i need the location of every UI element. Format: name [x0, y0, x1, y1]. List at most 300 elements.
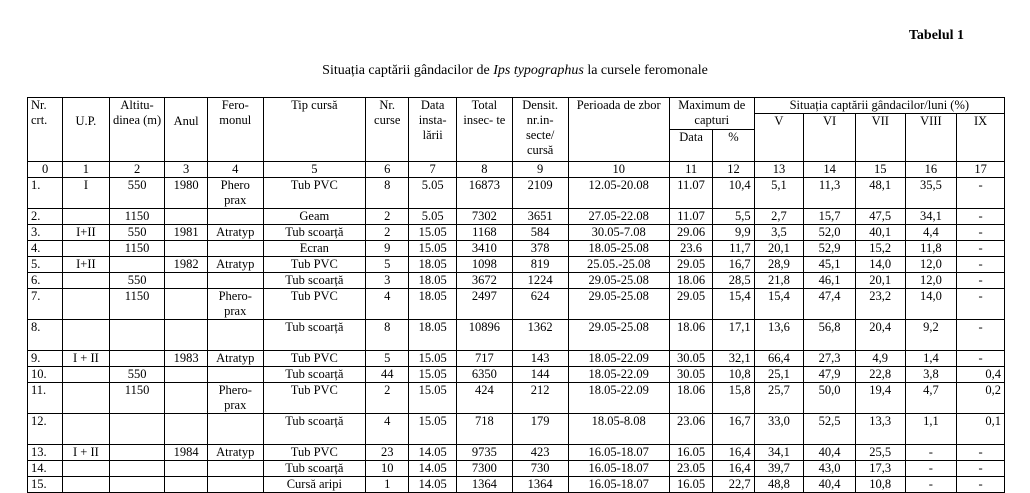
table-cell: 4 [366, 289, 409, 320]
table-cell: - [905, 461, 957, 477]
table-cell: 18.05-22.09 [568, 383, 669, 414]
table-cell: 1224 [512, 273, 568, 289]
table-cell: 18.05-25.08 [568, 241, 669, 257]
header-monthly-capture: Situația captării gândacilor/luni (%) [754, 98, 1004, 114]
table-cell: 3. [28, 225, 63, 241]
table-cell: 14,0 [905, 289, 957, 320]
table-cell: 32,1 [713, 351, 754, 367]
table-cell: 10,4 [713, 178, 754, 209]
table-cell [165, 320, 207, 351]
table-cell: 1. [28, 178, 63, 209]
table-cell: 11,3 [804, 178, 856, 209]
column-number: 10 [568, 162, 669, 178]
table-cell: 48,1 [855, 178, 905, 209]
table-cell: 16.05-18.07 [568, 461, 669, 477]
table-cell: 624 [512, 289, 568, 320]
table-cell: 43,0 [804, 461, 856, 477]
table-cell: 16.05-18.07 [568, 477, 669, 493]
header-month: V [754, 114, 804, 162]
table-cell: 2 [366, 225, 409, 241]
column-number: 14 [804, 162, 856, 178]
table-cell: 1981 [165, 225, 207, 241]
table-cell: 15,4 [713, 289, 754, 320]
table-cell: 2 [366, 209, 409, 225]
table-cell: Tub scoarță [263, 367, 365, 383]
table-cell: 14.05 [409, 477, 457, 493]
table-cell: I + II [63, 351, 110, 367]
table-cell: - [957, 461, 1005, 477]
table-cell: 18.05 [409, 273, 457, 289]
table-cell: 47,5 [855, 209, 905, 225]
table-cell: 16873 [456, 178, 512, 209]
table-cell: 4 [366, 414, 409, 445]
column-number: 9 [512, 162, 568, 178]
table-cell [109, 461, 165, 477]
table-cell: 23 [366, 445, 409, 461]
table-cell: 15.05 [409, 383, 457, 414]
table-cell: 30.05 [669, 351, 712, 367]
table-cell: 1168 [456, 225, 512, 241]
table-cell [63, 414, 110, 445]
table-cell: 16.05 [669, 477, 712, 493]
table-cell: 378 [512, 241, 568, 257]
table-cell [109, 257, 165, 273]
table-cell: 45,1 [804, 257, 856, 273]
table-cell: 12. [28, 414, 63, 445]
column-number: 4 [207, 162, 263, 178]
table-cell [207, 273, 263, 289]
table-cell: 4. [28, 241, 63, 257]
table-cell: 3651 [512, 209, 568, 225]
table-row [28, 477, 1005, 493]
table-cell: 35,5 [905, 178, 957, 209]
table-cell: Phero- prax [207, 383, 263, 414]
column-number: 7 [409, 162, 457, 178]
table-cell: 5.05 [409, 178, 457, 209]
table-cell: Cursă aripi [263, 477, 365, 493]
table-cell: - [957, 320, 1005, 351]
table-cell [63, 383, 110, 414]
header-pheromone: Fero- monul [207, 98, 263, 162]
header-month: VI [804, 114, 856, 162]
capture-table [27, 97, 1005, 493]
table-cell: 9,2 [905, 320, 957, 351]
table-cell: Atratyp [207, 351, 263, 367]
table-cell: 18.06 [669, 383, 712, 414]
table-cell: Tub PVC [263, 289, 365, 320]
table-label: Tabelul 1 [908, 28, 964, 43]
table-cell: 424 [456, 383, 512, 414]
table-cell: 30.05-7.08 [568, 225, 669, 241]
table-row [28, 461, 1005, 477]
column-number: 3 [165, 162, 207, 178]
table-cell: - [957, 257, 1005, 273]
table-cell [165, 383, 207, 414]
table-cell: 9,9 [713, 225, 754, 241]
table-cell: Phero prax [207, 178, 263, 209]
table-cell: 20,1 [855, 273, 905, 289]
table-cell [165, 477, 207, 493]
table-cell: 29.05-25.08 [568, 289, 669, 320]
table-cell: 15,2 [855, 241, 905, 257]
caption-text-post: la cursele feromonale [583, 63, 708, 78]
table-cell: Tub PVC [263, 178, 365, 209]
table-cell: 9 [366, 241, 409, 257]
table-cell: 18.05 [409, 257, 457, 273]
table-cell: 12,0 [905, 257, 957, 273]
table-cell: 17,3 [855, 461, 905, 477]
table-cell: Atratyp [207, 257, 263, 273]
table-cell [63, 461, 110, 477]
table-row [28, 289, 1005, 320]
table-cell: 39,7 [754, 461, 804, 477]
table-cell: - [957, 225, 1005, 241]
table-cell [109, 351, 165, 367]
header-trap-type: Tip cursă [263, 98, 365, 162]
table-row [28, 320, 1005, 351]
table-cell: 9. [28, 351, 63, 367]
table-cell: Tub scoarță [263, 225, 365, 241]
table-cell [165, 209, 207, 225]
table-cell: 1364 [456, 477, 512, 493]
table-cell [63, 241, 110, 257]
table-cell: 10896 [456, 320, 512, 351]
column-number: 15 [855, 162, 905, 178]
table-cell: 18.06 [669, 273, 712, 289]
table-cell: 18.05-22.09 [568, 367, 669, 383]
table-cell: 0,4 [957, 367, 1005, 383]
table-cell: 7. [28, 289, 63, 320]
table-row [28, 445, 1005, 461]
table-cell: 15,4 [754, 289, 804, 320]
header-month: VIII [905, 114, 957, 162]
table-cell: 28,9 [754, 257, 804, 273]
table-cell: - [905, 477, 957, 493]
table-cell: 11,7 [713, 241, 754, 257]
table-row [28, 273, 1005, 289]
table-cell [165, 289, 207, 320]
table-cell [207, 367, 263, 383]
table-cell [109, 414, 165, 445]
table-cell: 550 [109, 225, 165, 241]
table-cell: 52,9 [804, 241, 856, 257]
table-cell: 25,7 [754, 383, 804, 414]
header-month: VII [855, 114, 905, 162]
table-cell: - [957, 241, 1005, 257]
table-cell [165, 273, 207, 289]
table-cell: 8 [366, 178, 409, 209]
table-cell [63, 273, 110, 289]
table-cell: 14,0 [855, 257, 905, 273]
table-cell: Tub scoarță [263, 461, 365, 477]
table-cell: - [957, 273, 1005, 289]
table-cell: 550 [109, 273, 165, 289]
table-cell: 2109 [512, 178, 568, 209]
column-number: 2 [109, 162, 165, 178]
table-cell: 718 [456, 414, 512, 445]
table-cell [165, 461, 207, 477]
table-cell: 23.6 [669, 241, 712, 257]
header-trap-count: Nr. curse [366, 98, 409, 162]
header-install-date: Data insta- lării [409, 98, 457, 162]
table-cell: - [957, 445, 1005, 461]
column-number: 6 [366, 162, 409, 178]
table-cell: 23.05 [669, 461, 712, 477]
table-row [28, 225, 1005, 241]
table-cell: I+II [63, 225, 110, 241]
table-cell: 29.05-25.08 [568, 320, 669, 351]
table-cell: 23,2 [855, 289, 905, 320]
table-cell: 8. [28, 320, 63, 351]
table-cell [63, 320, 110, 351]
table-cell: 27,3 [804, 351, 856, 367]
table-cell: Tub PVC [263, 351, 365, 367]
table-cell: 6350 [456, 367, 512, 383]
table-cell: 143 [512, 351, 568, 367]
table-cell: 18.05 [409, 289, 457, 320]
table-cell: 4,4 [905, 225, 957, 241]
table-cell: 7300 [456, 461, 512, 477]
table-cell: Tub scoarță [263, 273, 365, 289]
table-cell: 14. [28, 461, 63, 477]
table-cell: 18.06 [669, 320, 712, 351]
table-cell: 717 [456, 351, 512, 367]
table-cell [165, 241, 207, 257]
table-cell: 4,9 [855, 351, 905, 367]
table-cell: 1150 [109, 289, 165, 320]
table-cell: 16.05 [669, 445, 712, 461]
table-cell: Tub PVC [263, 257, 365, 273]
header-max-date: Data [669, 130, 712, 162]
column-number: 12 [713, 162, 754, 178]
table-cell: 19,4 [855, 383, 905, 414]
table-cell: 5 [366, 257, 409, 273]
table-row [28, 178, 1005, 209]
table-cell: 16,4 [713, 445, 754, 461]
table-cell: 1150 [109, 383, 165, 414]
table-cell: 18.05-22.09 [568, 351, 669, 367]
table-cell: 550 [109, 367, 165, 383]
table-cell: Atratyp [207, 225, 263, 241]
table-caption [0, 63, 1030, 79]
table-cell: 47,4 [804, 289, 856, 320]
table-cell [207, 414, 263, 445]
table-cell: Phero- prax [207, 289, 263, 320]
table-cell: 25,5 [855, 445, 905, 461]
caption-species: Ips typographus [493, 63, 584, 78]
table-cell: 11,8 [905, 241, 957, 257]
column-number: 17 [957, 162, 1005, 178]
table-cell [63, 289, 110, 320]
table-cell: 819 [512, 257, 568, 273]
table-cell: 13,6 [754, 320, 804, 351]
header-total-insects: Total insec- te [456, 98, 512, 162]
table-cell: 29.05-25.08 [568, 273, 669, 289]
table-cell [165, 414, 207, 445]
table-cell: 33,0 [754, 414, 804, 445]
table-cell: 1983 [165, 351, 207, 367]
header-altitude: Altitu- dinea (m) [109, 98, 165, 162]
header-density: Densit. nr.in- secte/ cursă [512, 98, 568, 162]
table-cell: 0,2 [957, 383, 1005, 414]
table-cell: 29.05 [669, 257, 712, 273]
header-maximum: Maximum de capturi [669, 98, 754, 130]
table-cell: 423 [512, 445, 568, 461]
column-number: 1 [63, 162, 110, 178]
table-cell: 18.05 [409, 320, 457, 351]
table-cell: 15,7 [804, 209, 856, 225]
table-cell: 584 [512, 225, 568, 241]
table-cell: I+II [63, 257, 110, 273]
table-cell: 0,1 [957, 414, 1005, 445]
table-cell: 1098 [456, 257, 512, 273]
table-cell: 2,7 [754, 209, 804, 225]
table-row [28, 209, 1005, 225]
table-cell: 1150 [109, 209, 165, 225]
table-cell: 1982 [165, 257, 207, 273]
table-row [28, 367, 1005, 383]
table-cell: 5 [366, 351, 409, 367]
table-cell: Tub scoarță [263, 414, 365, 445]
table-cell: 1150 [109, 241, 165, 257]
table-cell: 13. [28, 445, 63, 461]
table-cell: 3410 [456, 241, 512, 257]
table-cell [207, 461, 263, 477]
header-month: IX [957, 114, 1005, 162]
table-cell: 1980 [165, 178, 207, 209]
table-cell: 144 [512, 367, 568, 383]
column-number: 13 [754, 162, 804, 178]
table-cell: Geam [263, 209, 365, 225]
table-cell: I [63, 178, 110, 209]
header-year: Anul [165, 98, 207, 162]
table-cell: 10,8 [713, 367, 754, 383]
table-cell: 20,4 [855, 320, 905, 351]
table-cell: 15.05 [409, 351, 457, 367]
table-cell: 52,5 [804, 414, 856, 445]
header-flight-period: Perioada de zbor [568, 98, 669, 162]
table-cell: 1362 [512, 320, 568, 351]
table-cell: 34,1 [905, 209, 957, 225]
table-cell [207, 241, 263, 257]
table-cell: 16,7 [713, 414, 754, 445]
table-row [28, 257, 1005, 273]
column-number: 8 [456, 162, 512, 178]
table-cell: - [957, 477, 1005, 493]
table-cell: 18.05-8.08 [568, 414, 669, 445]
table-cell [109, 320, 165, 351]
table-cell: 730 [512, 461, 568, 477]
table-cell: 15.05 [409, 414, 457, 445]
table-cell: 10. [28, 367, 63, 383]
table-cell: 5,5 [713, 209, 754, 225]
table-cell: 25.05.-25.08 [568, 257, 669, 273]
table-cell: 23.06 [669, 414, 712, 445]
table-cell: Tub PVC [263, 445, 365, 461]
table-cell: 25,1 [754, 367, 804, 383]
table-cell [207, 320, 263, 351]
header-max-percent: % [713, 130, 754, 162]
table-cell: 34,1 [754, 445, 804, 461]
table-cell [109, 445, 165, 461]
table-cell: 10,8 [855, 477, 905, 493]
table-cell: 29.06 [669, 225, 712, 241]
table-cell: 46,1 [804, 273, 856, 289]
table-cell: 212 [512, 383, 568, 414]
column-number: 0 [28, 162, 63, 178]
table-cell: 2. [28, 209, 63, 225]
table-cell: 3672 [456, 273, 512, 289]
table-cell: 17,1 [713, 320, 754, 351]
table-cell: 11. [28, 383, 63, 414]
table-cell: 44 [366, 367, 409, 383]
table-cell: 5.05 [409, 209, 457, 225]
table-cell [63, 477, 110, 493]
table-cell: 48,8 [754, 477, 804, 493]
table-cell [63, 367, 110, 383]
table-cell: 27.05-22.08 [568, 209, 669, 225]
table-cell: Atratyp [207, 445, 263, 461]
table-cell: 29.05 [669, 289, 712, 320]
table-cell: 179 [512, 414, 568, 445]
table-cell: 16.05-18.07 [568, 445, 669, 461]
table-cell: I + II [63, 445, 110, 461]
table-cell: 47,9 [804, 367, 856, 383]
table-cell: 16,7 [713, 257, 754, 273]
column-number: 11 [669, 162, 712, 178]
table-cell: 8 [366, 320, 409, 351]
table-cell: 28,5 [713, 273, 754, 289]
table-cell: 5,1 [754, 178, 804, 209]
table-cell [109, 477, 165, 493]
table-cell: 15,8 [713, 383, 754, 414]
table-cell: 12.05-20.08 [568, 178, 669, 209]
table-cell: 4,7 [905, 383, 957, 414]
header-up: U.P. [63, 98, 110, 162]
table-cell: - [905, 445, 957, 461]
table-cell: - [957, 209, 1005, 225]
table-cell: 40,4 [804, 445, 856, 461]
table-cell: 50,0 [804, 383, 856, 414]
table-cell: 11.07 [669, 209, 712, 225]
table-cell: 3 [366, 273, 409, 289]
table-cell: 15. [28, 477, 63, 493]
table-cell: 56,8 [804, 320, 856, 351]
table-cell: 22,7 [713, 477, 754, 493]
table-row [28, 241, 1005, 257]
table-cell: - [957, 289, 1005, 320]
table-cell: 14.05 [409, 445, 457, 461]
column-number-row [28, 162, 1005, 178]
table-cell [63, 209, 110, 225]
table-cell: 550 [109, 178, 165, 209]
table-cell: 1364 [512, 477, 568, 493]
table-cell [207, 477, 263, 493]
table-cell: 3,8 [905, 367, 957, 383]
table-cell: Tub scoarță [263, 320, 365, 351]
table-cell: 1,4 [905, 351, 957, 367]
column-number: 16 [905, 162, 957, 178]
table-cell [165, 367, 207, 383]
table-cell: 1,1 [905, 414, 957, 445]
table-cell: 2497 [456, 289, 512, 320]
table-row [28, 351, 1005, 367]
table-cell: 7302 [456, 209, 512, 225]
table-row [28, 383, 1005, 414]
table-cell: 6. [28, 273, 63, 289]
table-cell: Ecran [263, 241, 365, 257]
table-cell: 2 [366, 383, 409, 414]
